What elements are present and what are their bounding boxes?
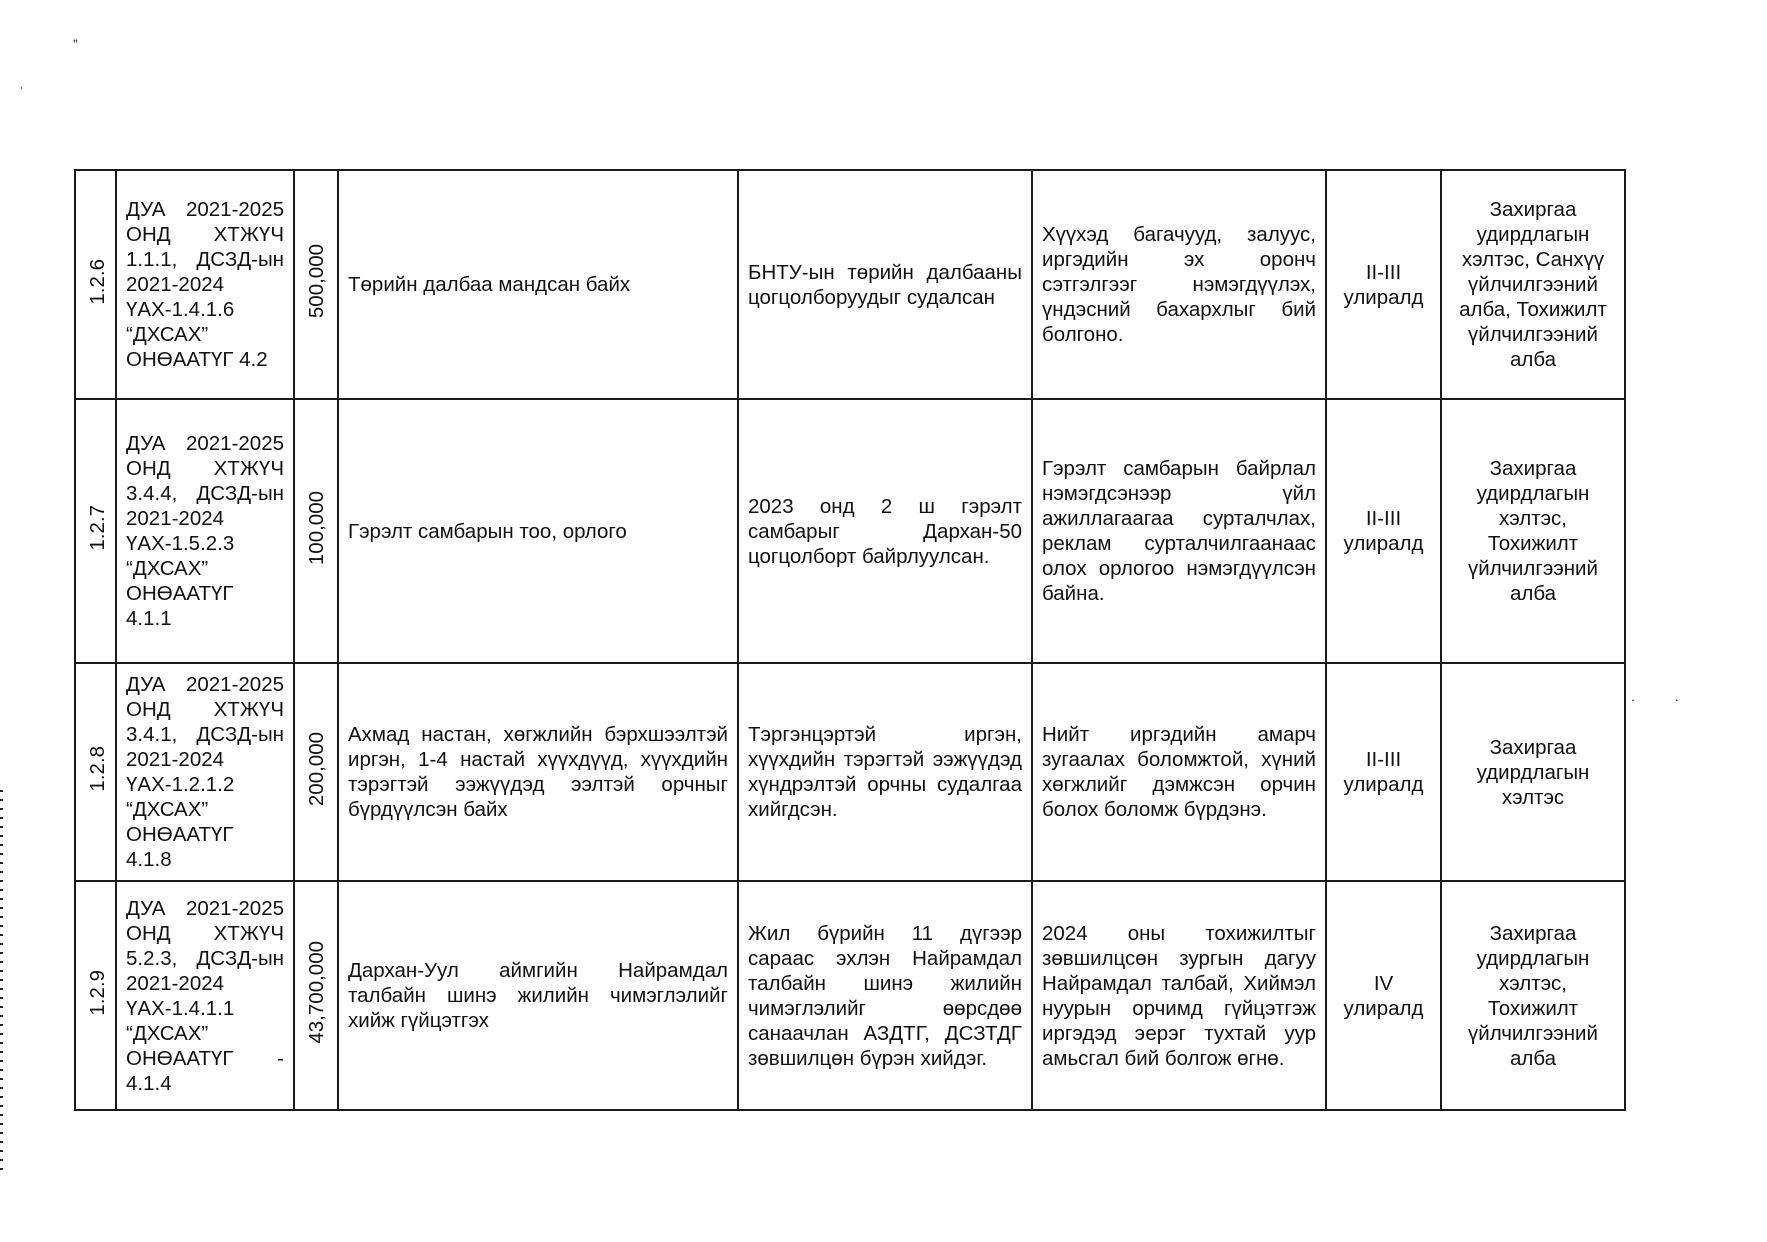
row-number-cell xyxy=(75,881,116,1110)
status-cell: 2023 онд 2 ш гэрэлт самбарыг Дархан-50 цогцолборт байрлуулсан. xyxy=(738,399,1032,663)
scan-mark: ˌ xyxy=(19,73,24,89)
result-cell: 2024 оны тохижилтыг зөвшилцсөн зургын дагуу Найрамдал талбай, Хиймэл нуурын орчимд гүйцэтгэж иргэдэд эерэг тухтай уур амьсгал бий болгож өгнө. xyxy=(1032,881,1326,1110)
budget-amount: 43,700,000 xyxy=(305,941,328,1044)
responsible-cell: Захиргаа удирдлагын хэлтэс, Тохижилт үйлчилгээний алба xyxy=(1441,399,1625,663)
result-cell: Нийт иргэдийн амарч зугаалах боломжтой, хүний хөгжлийг дэмжсэн орчин болох боломж бүрдэнэ. xyxy=(1032,663,1326,881)
row-number: 1.2.7 xyxy=(86,505,109,551)
table-row xyxy=(75,170,1625,399)
status-cell: Тэргэнцэртэй иргэн, хүүхдийн тэрэгтэй ээжүүдэд хүндрэлтэй орчны судалгаа хийгдсэн. xyxy=(738,663,1032,881)
status-cell: Жил бүрийн 11 дүгээр сараас эхлэн Найрамдал талбайн шинэ жилийн чимэглэлийг өөрсдөө санаачлан АЗДТГ, ДСЗТДГ зөвшилцөн бүрэн хийдэг. xyxy=(738,881,1032,1110)
budget-cell xyxy=(294,170,338,399)
row-number: 1.2.8 xyxy=(86,746,109,792)
status-cell: БНТУ-ын төрийн далбааны цогцолборуудыг судалсан xyxy=(738,170,1032,399)
table-row xyxy=(75,399,1625,663)
table-row xyxy=(75,663,1625,881)
period-cell: II-III улиралд xyxy=(1326,663,1441,881)
scan-mark: „ xyxy=(73,28,78,44)
period-cell: II-III улиралд xyxy=(1326,399,1441,663)
responsible-cell: Захиргаа удирдлагын хэлтэс xyxy=(1441,663,1625,881)
budget-cell xyxy=(294,399,338,663)
result-cell: Хүүхэд багачууд, залуус, иргэдийн эх оронч сэтгэлгээг нэмэгдүүлэх, үндэсний бахархлыг бий болгоно. xyxy=(1032,170,1326,399)
activity-cell: Дархан-Уул аймгийн Найрамдал талбайн шинэ жилийн чимэглэлийг хийж гүйцэтгэх xyxy=(338,881,738,1110)
responsible-cell: Захиргаа удирдлагын хэлтэс, Тохижилт үйлчилгээний алба xyxy=(1441,881,1625,1110)
budget-cell xyxy=(294,881,338,1110)
row-number-cell xyxy=(75,663,116,881)
budget-amount: 200,000 xyxy=(305,731,328,807)
action-plan-table xyxy=(74,169,1626,1111)
period-cell: IV улиралд xyxy=(1326,881,1441,1110)
table-row xyxy=(75,881,1625,1110)
row-number-cell xyxy=(75,399,116,663)
period-cell: II-III улиралд xyxy=(1326,170,1441,399)
activity-cell: Төрийн далбаа мандсан байх xyxy=(338,170,738,399)
scan-mark: . . xyxy=(1631,688,1697,704)
reference-cell: ДУА 2021-2025 ОНД ХТЖҮЧ 1.1.1, ДСЗД-ын 2021-2024 ҮАХ-1.4.1.6 “ДХСАХ” ОНӨААТҮГ 4.2 xyxy=(116,170,294,399)
budget-amount: 500,000 xyxy=(305,244,328,319)
row-number: 1.2.6 xyxy=(86,258,109,305)
responsible-cell: Захиргаа удирдлагын хэлтэс, Санхүү үйлчилгээний алба, Тохижилт үйлчилгээний алба xyxy=(1441,170,1625,399)
row-number-cell xyxy=(75,170,116,399)
result-cell: Гэрэлт самбарын байрлал нэмэгдсэнээр үйл ажиллагаагаа сурталчлах, реклам сурталчилгаанаас олох орлогоо нэмэгдүүлсэн байна. xyxy=(1032,399,1326,663)
reference-cell: ДУА 2021-2025 ОНД ХТЖҮЧ 3.4.4, ДСЗД-ын 2021-2024 ҮАХ-1.5.2.3 “ДХСАХ” ОНӨААТҮГ 4.1.1 xyxy=(116,399,294,663)
activity-cell: Ахмад настан, хөгжлийн бэрхшээлтэй иргэн, 1-4 настай хүүхдүүд, хүүхдийн тэрэгтэй ээжүүдэд ээлтэй орчныг бүрдүүлсэн байх xyxy=(338,663,738,881)
row-number: 1.2.9 xyxy=(86,969,109,1016)
reference-cell: ДУА 2021-2025 ОНД ХТЖҮЧ 5.2.3, ДСЗД-ын 2021-2024 ҮАХ-1.4.1.1 “ДХСАХ” ОНӨААТҮГ - 4.1.4 xyxy=(116,881,294,1110)
reference-cell: ДУА 2021-2025 ОНД ХТЖҮЧ 3.4.1, ДСЗД-ын 2021-2024 ҮАХ-1.2.1.2 “ДХСАХ” ОНӨААТҮГ 4.1.8 xyxy=(116,663,294,881)
binding-edge-marks xyxy=(0,790,3,1170)
activity-cell: Гэрэлт самбарын тоо, орлого xyxy=(338,399,738,663)
budget-amount: 100,000 xyxy=(305,490,328,566)
budget-cell xyxy=(294,663,338,881)
